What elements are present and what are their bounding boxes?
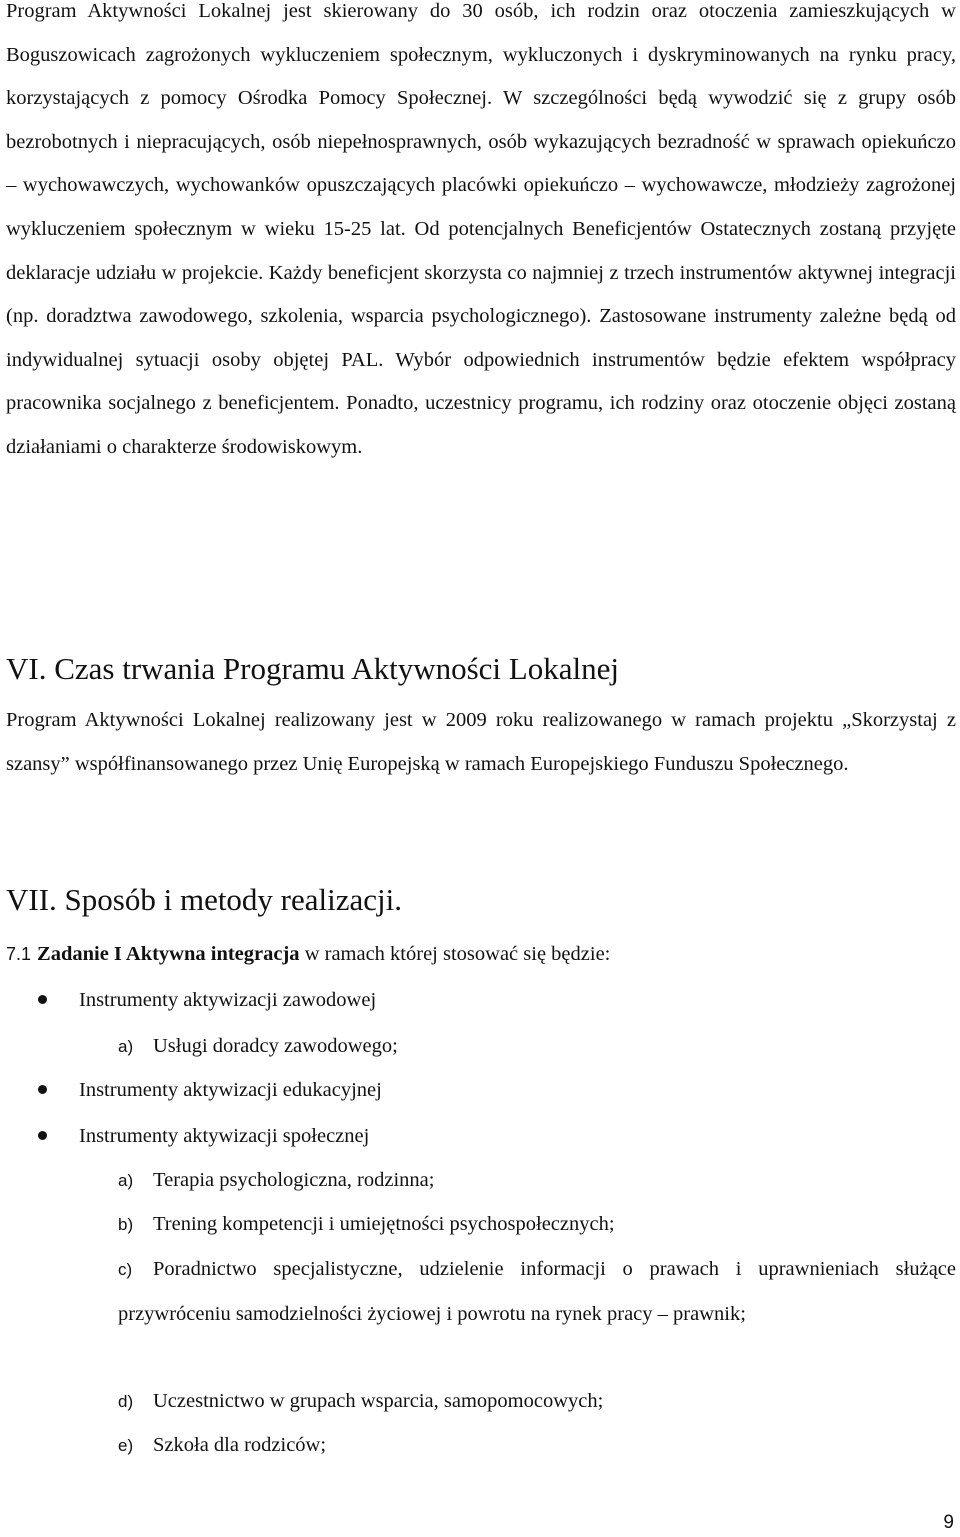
sub-item [118,1202,956,1247]
bullet-dot-icon [38,1131,47,1140]
sub-item-text: Terapia psychologiczna, rodzinna; [153,1169,435,1191]
task-description: w ramach której stosować się będzie: [299,943,611,965]
sub-item-marker: a) [118,1171,134,1190]
sub-item [118,1379,956,1424]
bullet-item [38,1076,382,1104]
sub-item-marker: b) [118,1215,134,1234]
section-vi-heading: VI. Czas trwania Programu Aktywności Lokalnej [6,651,619,686]
sub-item-marker: e) [118,1436,134,1455]
task-number: 7.1 [6,944,32,964]
section-vii-heading: VII. Sposób i metody realizacji. [6,882,403,917]
sub-item-text: Usługi doradcy zawodowego; [153,1035,398,1057]
sub-item [118,1423,956,1468]
section-vi-paragraph: Program Aktywności Lokalnej realizowany jest w 2009 roku realizowanego w ramach projektu „Skorzystaj z szansy” współfinansowanego przez Unię Europejską w ramach Europejskiego Funduszu Społecznego. [6,709,956,775]
intro-paragraph: Program Aktywności Lokalnej jest skierowany do 30 osób, ich rodzin oraz otoczenia zamieszkujących w Boguszowicach zagrożonych wykluczeniem społecznym, wykluczonych i dyskryminowanych na rynku pracy, korzystających z pomocy Ośrodka Pomocy Społecznej. W szczególności będą wywodzić się z grupy osób bezrobotnych i niepracujących, osób niepełnosprawnych, osób wykazujących bezradność w sprawach opiekuńczo – wychowawczych, wychowanków opuszczających placówki opiekuńczo – wychowawcze, młodzieży zagrożonej wykluczeniem społecznym w wieku 15-25 lat. Od potencjalnych Beneficjentów Ostatecznych zostaną przyjęte deklaracje udziału w projekcie. Każdy beneficjent skorzysta co najmniej z trzech instrumentów aktywnej integracji (np. doradztwa zawodowego, szkolenia, wsparcia psychologicznego). Zastosowane instrumenty zależne będą od indywidualnej sytuacji osoby objętej PAL. Wybór odpowiednich instrumentów będzie efektem współpracy pracownika socjalnego z beneficjentem. Ponadto, uczestnicy programu, ich rodziny oraz otoczenie objęci zostaną działaniami o charakterze środowiskowym. [6,0,956,458]
sub-item-text: Uczestnictwo w grupach wsparcia, samopomocowych; [153,1390,604,1412]
bullet-dot-icon [38,995,47,1004]
sub-item [118,1024,956,1069]
sub-item-text: Poradnictwo specjalistyczne, udzielenie informacji o prawach i uprawnieniach służące przywróceniu samodzielności życiowej i powrotu na rynek pracy – prawnik; [118,1258,956,1326]
sub-item-marker: c) [118,1260,133,1279]
sub-item-text: Trening kompetencji i umiejętności psychospołecznych; [153,1213,615,1235]
bullet-item [38,1122,369,1150]
bullet-dot-icon [38,1085,47,1094]
bullet-label: Instrumenty aktywizacji zawodowej [79,989,377,1011]
sub-item-text: Szkoła dla rodziców; [153,1434,327,1456]
sub-item-marker: a) [118,1037,134,1056]
bullet-label: Instrumenty aktywizacji społecznej [79,1125,370,1147]
task-line [6,940,610,968]
page-number: 9 [943,1512,954,1533]
bullet-label: Instrumenty aktywizacji edukacyjnej [79,1079,382,1101]
sub-item [118,1247,956,1337]
sub-item-marker: d) [118,1392,134,1411]
task-title: Zadanie I Aktywna integracja [37,943,300,965]
sub-item [118,1158,956,1203]
bullet-item [38,986,376,1014]
